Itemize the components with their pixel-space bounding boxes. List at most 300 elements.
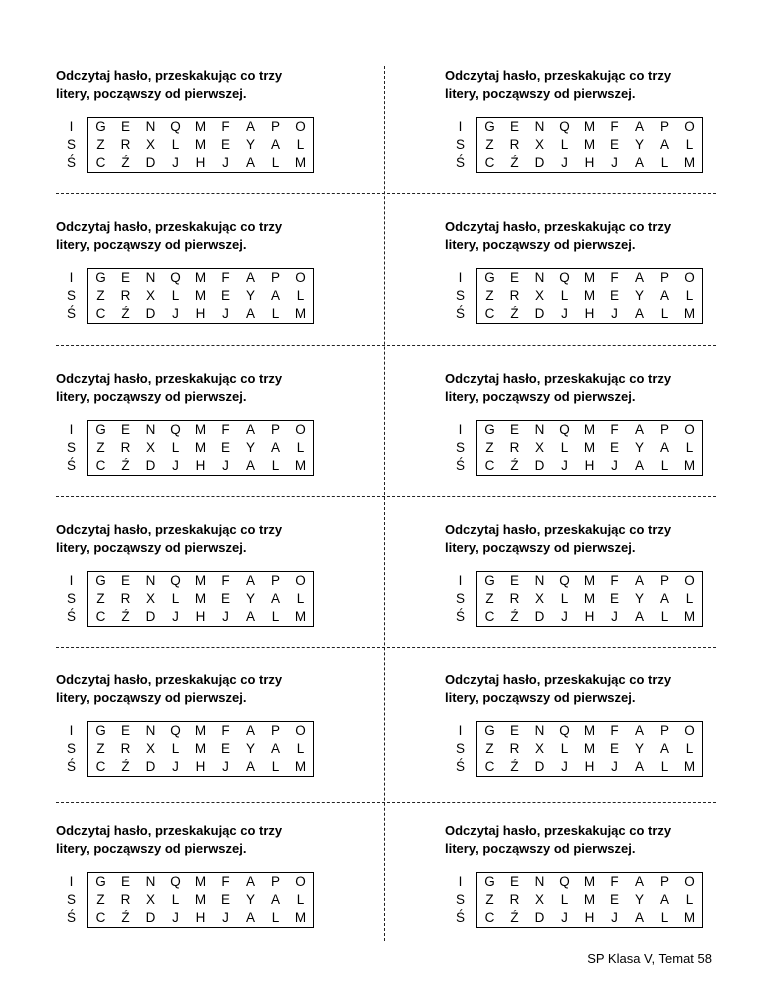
grid-cell: E: [220, 741, 230, 756]
grid-cell: A: [659, 741, 669, 756]
grid-cell: D: [138, 909, 163, 928]
grid-cell: I: [69, 269, 74, 285]
grid-cell: G: [477, 722, 503, 741]
grid-cell: M: [194, 288, 207, 303]
grid-cell: E: [220, 440, 230, 455]
grid-cell: R: [120, 741, 131, 756]
grid-cell: N: [138, 873, 163, 892]
grid-row: [56, 572, 314, 591]
grid-cell: M: [188, 118, 213, 137]
grid-cell: J: [602, 457, 627, 476]
grid-cell: E: [220, 137, 230, 152]
grid-cell: M: [288, 305, 314, 324]
grid-cell: E: [502, 722, 527, 741]
grid-row: [56, 269, 314, 288]
grid-cell: Ź: [502, 154, 527, 173]
grid-cell: Ś: [66, 155, 76, 171]
grid-cell: M: [288, 608, 314, 627]
grid-cell: H: [577, 305, 602, 324]
grid-cell: O: [288, 722, 314, 741]
grid-cell: Ś: [66, 306, 76, 322]
grid-cell: L: [652, 758, 677, 777]
grid-cell: Z: [88, 287, 114, 305]
grid-cell: L: [652, 909, 677, 928]
grid-cell: I: [458, 572, 463, 588]
cut-line-horizontal: [56, 496, 716, 497]
grid-cell: L: [652, 154, 677, 173]
grid-cell: N: [527, 269, 552, 288]
grid-cell: Q: [552, 722, 577, 741]
grid-cell: X: [534, 440, 544, 455]
grid-cell: L: [652, 608, 677, 627]
instruction-line-2: litery, począwszy od pierwszej.: [56, 690, 247, 705]
grid-cell: P: [652, 269, 677, 288]
grid-cell: M: [188, 572, 213, 591]
grid-cell: M: [288, 154, 314, 173]
grid-cell: Ś: [66, 910, 76, 926]
grid-cell: J: [602, 758, 627, 777]
grid-cell: X: [534, 288, 544, 303]
grid-cell: L: [560, 591, 569, 606]
grid-cell: Q: [163, 421, 188, 440]
grid-cell: A: [659, 137, 669, 152]
grid-cell: M: [577, 269, 602, 288]
grid-cell: A: [238, 305, 263, 324]
grid-cell: A: [659, 892, 669, 907]
grid-cell: D: [138, 457, 163, 476]
grid-cell: J: [552, 608, 577, 627]
grid-cell: E: [609, 591, 619, 606]
grid-cell: X: [145, 591, 155, 606]
grid-cell: O: [288, 269, 314, 288]
grid-cell: J: [602, 608, 627, 627]
grid-cell: Ź: [113, 909, 138, 928]
grid-cell: C: [88, 758, 114, 777]
grid-cell: M: [583, 440, 596, 455]
puzzle-card-r1-right: [445, 67, 765, 171]
grid-cell: A: [270, 892, 280, 907]
grid-cell: G: [88, 572, 114, 591]
grid-cell: M: [577, 572, 602, 591]
grid-cell: A: [238, 873, 263, 892]
grid-cell: A: [627, 305, 652, 324]
grid-cell: A: [238, 722, 263, 741]
grid-cell: D: [527, 457, 552, 476]
grid-cell: Y: [245, 741, 255, 756]
grid-cell: M: [194, 137, 207, 152]
grid-cell: Z: [88, 590, 114, 608]
grid-cell: I: [69, 873, 74, 889]
grid-cell: M: [188, 421, 213, 440]
grid-cell: M: [677, 457, 703, 476]
grid-cell: A: [238, 758, 263, 777]
grid-cell: M: [288, 457, 314, 476]
grid-cell: I: [458, 873, 463, 889]
grid-cell: E: [609, 288, 619, 303]
grid-row: [445, 457, 703, 476]
puzzle-card-r6-left: [56, 822, 376, 926]
grid-cell: L: [171, 137, 180, 152]
grid-cell: Ś: [455, 609, 465, 625]
grid-cell: G: [88, 873, 114, 892]
grid-cell: A: [627, 758, 652, 777]
instruction-line-1: Odczytaj hasło, przeskakując co trzy: [445, 219, 672, 234]
grid-cell: F: [213, 118, 238, 137]
grid-cell: S: [455, 892, 465, 907]
grid-cell: L: [560, 892, 569, 907]
grid-cell: E: [502, 269, 527, 288]
grid-cell: L: [677, 136, 703, 154]
footer-label: SP Klasa V, Temat 58: [587, 951, 712, 966]
grid-cell: P: [263, 722, 288, 741]
grid-cell: Ź: [502, 305, 527, 324]
grid-row: [56, 740, 314, 758]
grid-cell: L: [288, 740, 314, 758]
grid-cell: Y: [634, 440, 644, 455]
grid-cell: O: [677, 873, 703, 892]
grid-cell: N: [138, 722, 163, 741]
grid-cell: Q: [552, 269, 577, 288]
grid-cell: E: [609, 137, 619, 152]
instruction-line-2: litery, począwszy od pierwszej.: [445, 841, 636, 856]
grid-cell: I: [69, 722, 74, 738]
grid-cell: I: [458, 269, 463, 285]
grid-cell: Y: [634, 288, 644, 303]
grid-cell: Ź: [502, 457, 527, 476]
grid-cell: P: [652, 572, 677, 591]
grid-cell: S: [66, 288, 76, 303]
grid-cell: R: [120, 288, 131, 303]
grid-cell: J: [552, 305, 577, 324]
instruction-line-1: Odczytaj hasło, przeskakując co trzy: [445, 68, 672, 83]
grid-cell: Ś: [455, 759, 465, 775]
grid-cell: C: [477, 758, 503, 777]
grid-cell: C: [477, 909, 503, 928]
grid-cell: G: [477, 873, 503, 892]
grid-cell: J: [552, 154, 577, 173]
grid-cell: G: [477, 269, 503, 288]
grid-cell: C: [88, 909, 114, 928]
grid-row: [56, 154, 314, 173]
grid-cell: L: [677, 891, 703, 909]
grid-cell: E: [609, 440, 619, 455]
instruction-line-1: Odczytaj hasło, przeskakując co trzy: [56, 823, 283, 838]
instruction-line-1: Odczytaj hasło, przeskakując co trzy: [445, 522, 672, 537]
grid-cell: Q: [163, 269, 188, 288]
instruction-text: [56, 67, 376, 103]
grid-cell: Q: [163, 873, 188, 892]
cut-line-horizontal: [56, 647, 716, 648]
puzzle-card-r4-right: [445, 521, 765, 625]
grid-cell: A: [238, 118, 263, 137]
grid-cell: L: [652, 305, 677, 324]
grid-cell: S: [455, 288, 465, 303]
grid-cell: E: [502, 421, 527, 440]
grid-cell: E: [609, 892, 619, 907]
grid-row: [445, 873, 703, 892]
grid-cell: M: [288, 909, 314, 928]
grid-cell: Y: [245, 440, 255, 455]
grid-cell: A: [238, 457, 263, 476]
grid-row: [56, 439, 314, 457]
instruction-line-2: litery, począwszy od pierwszej.: [56, 540, 247, 555]
grid-cell: O: [677, 118, 703, 137]
grid-cell: A: [659, 591, 669, 606]
grid-cell: Q: [163, 572, 188, 591]
grid-cell: O: [288, 572, 314, 591]
instruction-line-2: litery, począwszy od pierwszej.: [56, 86, 247, 101]
cut-line-horizontal: [56, 345, 716, 346]
cut-line-horizontal: [56, 193, 716, 194]
grid-cell: O: [677, 421, 703, 440]
grid-cell: Ś: [455, 155, 465, 171]
grid-cell: A: [627, 909, 652, 928]
grid-cell: F: [213, 269, 238, 288]
grid-cell: A: [270, 591, 280, 606]
grid-cell: L: [560, 137, 569, 152]
grid-cell: Y: [634, 741, 644, 756]
grid-cell: E: [113, 873, 138, 892]
grid-cell: L: [288, 891, 314, 909]
grid-cell: C: [88, 305, 114, 324]
grid-cell: M: [583, 741, 596, 756]
instruction-text: [56, 218, 376, 254]
grid-cell: R: [509, 591, 520, 606]
instruction-line-2: litery, począwszy od pierwszej.: [445, 690, 636, 705]
grid-cell: M: [577, 722, 602, 741]
grid-cell: J: [602, 909, 627, 928]
grid-cell: S: [66, 440, 76, 455]
cut-line-vertical: [384, 66, 385, 941]
grid-cell: P: [263, 873, 288, 892]
grid-cell: R: [509, 288, 520, 303]
grid-row: [445, 421, 703, 440]
instruction-line-2: litery, począwszy od pierwszej.: [445, 86, 636, 101]
grid-cell: S: [455, 741, 465, 756]
grid-cell: P: [652, 421, 677, 440]
grid-row: [56, 608, 314, 627]
grid-cell: F: [213, 572, 238, 591]
grid-cell: Z: [477, 740, 503, 758]
grid-cell: S: [455, 440, 465, 455]
grid-row: [445, 758, 703, 777]
grid-cell: H: [577, 758, 602, 777]
grid-cell: L: [171, 741, 180, 756]
grid-cell: E: [220, 591, 230, 606]
grid-cell: J: [163, 154, 188, 173]
grid-cell: H: [188, 608, 213, 627]
grid-cell: P: [652, 873, 677, 892]
instruction-line-1: Odczytaj hasło, przeskakując co trzy: [445, 823, 672, 838]
grid-row: [56, 305, 314, 324]
grid-cell: Z: [88, 439, 114, 457]
instruction-text: [56, 671, 376, 707]
grid-cell: D: [138, 154, 163, 173]
grid-cell: R: [120, 440, 131, 455]
grid-cell: A: [238, 909, 263, 928]
grid-cell: E: [113, 572, 138, 591]
grid-row: [56, 891, 314, 909]
grid-cell: J: [602, 305, 627, 324]
grid-cell: R: [509, 892, 520, 907]
puzzle-card-r3-left: [56, 370, 376, 474]
grid-cell: Z: [477, 590, 503, 608]
grid-cell: O: [677, 269, 703, 288]
grid-cell: P: [263, 421, 288, 440]
grid-cell: C: [88, 608, 114, 627]
grid-cell: L: [263, 608, 288, 627]
grid-cell: R: [509, 137, 520, 152]
grid-cell: M: [577, 118, 602, 137]
grid-row: [445, 305, 703, 324]
grid-cell: Y: [634, 591, 644, 606]
grid-cell: M: [194, 892, 207, 907]
grid-row: [56, 136, 314, 154]
grid-cell: J: [163, 457, 188, 476]
grid-cell: E: [502, 118, 527, 137]
grid-cell: J: [602, 154, 627, 173]
instruction-line-1: Odczytaj hasło, przeskakując co trzy: [56, 68, 283, 83]
grid-cell: M: [583, 892, 596, 907]
instruction-line-1: Odczytaj hasło, przeskakując co trzy: [56, 219, 283, 234]
grid-cell: I: [69, 572, 74, 588]
grid-cell: S: [66, 892, 76, 907]
grid-cell: J: [213, 457, 238, 476]
grid-cell: Ś: [66, 609, 76, 625]
grid-cell: O: [677, 572, 703, 591]
grid-cell: H: [188, 758, 213, 777]
grid-row: [445, 572, 703, 591]
grid-cell: L: [652, 457, 677, 476]
grid-cell: X: [534, 892, 544, 907]
grid-cell: J: [552, 909, 577, 928]
letter-grid: [445, 872, 703, 928]
grid-cell: M: [583, 591, 596, 606]
grid-cell: M: [677, 758, 703, 777]
grid-cell: J: [213, 305, 238, 324]
instruction-text: [445, 521, 765, 557]
instruction-text: [56, 822, 376, 858]
grid-cell: Ź: [113, 457, 138, 476]
grid-cell: C: [88, 154, 114, 173]
grid-cell: R: [509, 440, 520, 455]
grid-cell: H: [188, 305, 213, 324]
grid-cell: Y: [245, 288, 255, 303]
grid-cell: H: [577, 154, 602, 173]
grid-cell: O: [288, 873, 314, 892]
grid-cell: L: [288, 590, 314, 608]
grid-cell: M: [194, 440, 207, 455]
grid-cell: L: [171, 892, 180, 907]
puzzle-card-r4-left: [56, 521, 376, 625]
grid-cell: Y: [245, 137, 255, 152]
grid-cell: A: [627, 457, 652, 476]
grid-cell: A: [238, 269, 263, 288]
grid-cell: N: [527, 722, 552, 741]
grid-cell: Q: [552, 873, 577, 892]
grid-cell: C: [477, 154, 503, 173]
grid-cell: F: [602, 722, 627, 741]
grid-cell: A: [659, 440, 669, 455]
grid-cell: N: [527, 873, 552, 892]
grid-row: [56, 590, 314, 608]
instruction-line-2: litery, począwszy od pierwszej.: [56, 389, 247, 404]
grid-cell: L: [171, 440, 180, 455]
grid-cell: S: [66, 137, 76, 152]
grid-row: [445, 722, 703, 741]
instruction-line-1: Odczytaj hasło, przeskakując co trzy: [56, 371, 283, 386]
grid-cell: G: [88, 269, 114, 288]
grid-cell: R: [120, 591, 131, 606]
instruction-line-2: litery, począwszy od pierwszej.: [56, 841, 247, 856]
grid-cell: N: [138, 118, 163, 137]
grid-cell: Z: [88, 891, 114, 909]
grid-cell: Q: [552, 118, 577, 137]
grid-cell: C: [477, 305, 503, 324]
grid-cell: G: [88, 421, 114, 440]
instruction-line-1: Odczytaj hasło, przeskakując co trzy: [56, 522, 283, 537]
grid-cell: Ś: [455, 306, 465, 322]
grid-cell: F: [213, 421, 238, 440]
grid-cell: Ś: [455, 458, 465, 474]
letter-grid: [56, 420, 314, 476]
grid-cell: Ź: [502, 608, 527, 627]
grid-cell: L: [171, 591, 180, 606]
grid-cell: S: [455, 137, 465, 152]
grid-cell: E: [113, 421, 138, 440]
grid-cell: A: [270, 440, 280, 455]
grid-cell: Ź: [113, 758, 138, 777]
grid-row: [445, 287, 703, 305]
grid-row: [56, 758, 314, 777]
grid-cell: A: [627, 118, 652, 137]
grid-cell: A: [270, 741, 280, 756]
grid-cell: L: [677, 590, 703, 608]
grid-cell: E: [220, 892, 230, 907]
grid-row: [445, 891, 703, 909]
grid-cell: L: [263, 909, 288, 928]
grid-row: [445, 439, 703, 457]
grid-cell: N: [527, 118, 552, 137]
grid-cell: H: [577, 608, 602, 627]
grid-cell: A: [270, 137, 280, 152]
grid-cell: Ź: [113, 154, 138, 173]
grid-cell: J: [213, 154, 238, 173]
grid-cell: E: [502, 572, 527, 591]
grid-cell: L: [677, 740, 703, 758]
grid-cell: I: [458, 421, 463, 437]
grid-cell: X: [145, 440, 155, 455]
grid-cell: X: [145, 137, 155, 152]
grid-cell: J: [163, 305, 188, 324]
grid-cell: G: [88, 118, 114, 137]
grid-cell: Ź: [502, 909, 527, 928]
grid-cell: N: [138, 421, 163, 440]
grid-cell: Ś: [66, 759, 76, 775]
puzzle-card-r2-right: [445, 218, 765, 322]
grid-cell: P: [263, 269, 288, 288]
grid-cell: A: [627, 421, 652, 440]
grid-cell: D: [527, 608, 552, 627]
grid-cell: P: [652, 118, 677, 137]
grid-cell: M: [677, 608, 703, 627]
grid-cell: D: [138, 758, 163, 777]
grid-cell: A: [627, 572, 652, 591]
grid-cell: D: [527, 909, 552, 928]
letter-grid: [56, 571, 314, 627]
grid-cell: O: [677, 722, 703, 741]
grid-cell: J: [213, 909, 238, 928]
